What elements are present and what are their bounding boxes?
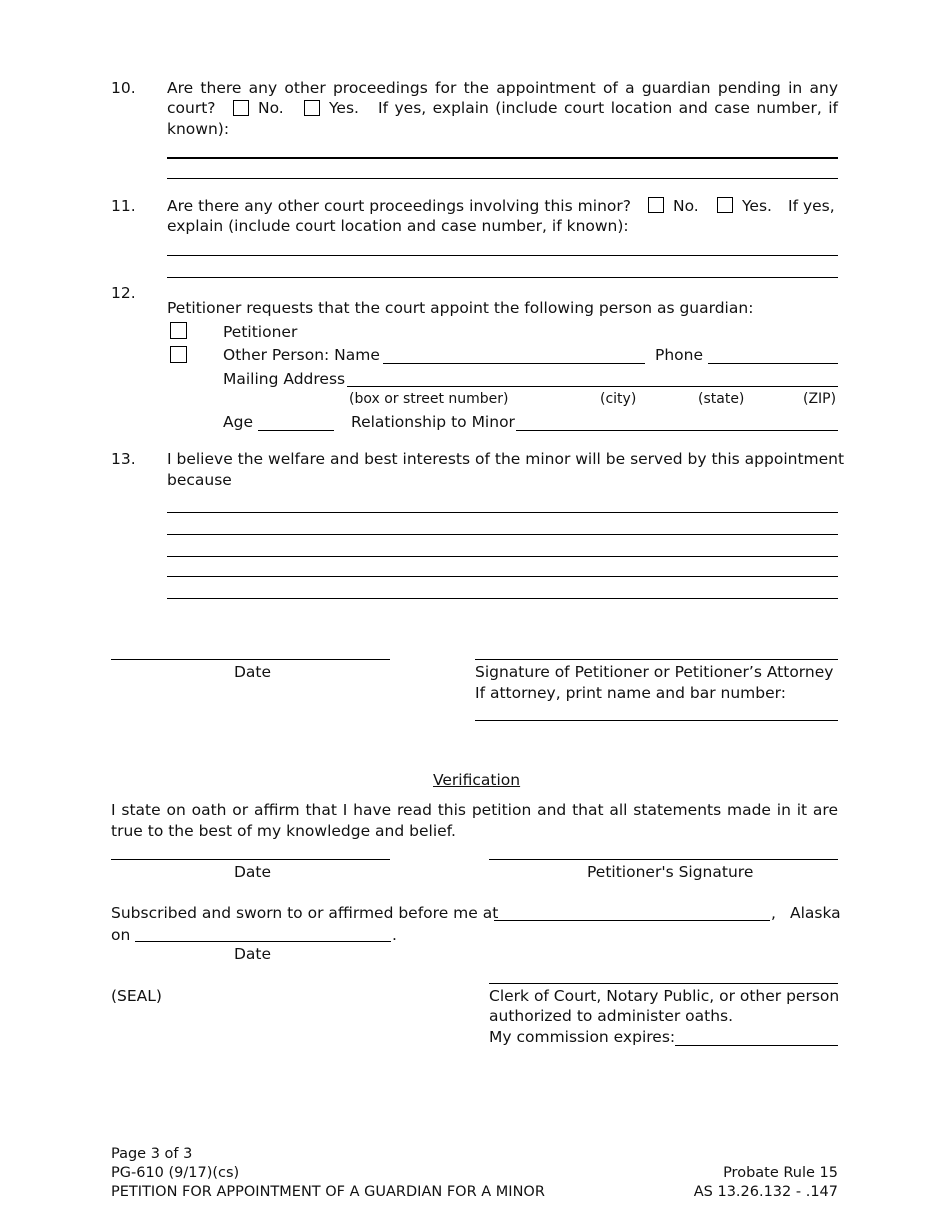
clerk-signature-field[interactable] xyxy=(489,983,838,984)
petitioner-signature-field[interactable] xyxy=(475,659,838,660)
subscribed-location-field[interactable] xyxy=(494,920,770,921)
comma: , xyxy=(771,904,776,922)
item-11-yes-checkbox[interactable] xyxy=(717,197,733,213)
verification-text-line2: true to the best of my knowledge and belief. xyxy=(111,822,456,840)
item-11-question: Are there any other court proceedings involving this minor? xyxy=(167,197,631,215)
phone-field[interactable] xyxy=(708,363,838,364)
item-10-answer-line-1[interactable] xyxy=(167,157,838,159)
commission-expires-label: My commission expires: xyxy=(489,1028,676,1046)
verification-date-field[interactable] xyxy=(111,859,390,860)
other-person-name-label: Other Person: Name xyxy=(223,346,380,364)
item-10-answer-line-2[interactable] xyxy=(167,178,838,179)
item-13-number: 13. xyxy=(111,450,136,468)
attorney-instruction: If attorney, print name and bar number: xyxy=(475,684,786,702)
clerk-label-line2: authorized to administer oaths. xyxy=(489,1007,734,1025)
box-street-caption: (box or street number) xyxy=(349,391,509,407)
sig1-date-field[interactable] xyxy=(111,659,390,660)
item-11-ifyes-text: If yes, xyxy=(788,197,835,215)
on-text: on xyxy=(111,926,131,944)
item-12-intro: Petitioner requests that the court appoint the following person as guardian: xyxy=(167,299,754,317)
item-11-no-checkbox[interactable] xyxy=(648,197,664,213)
subscribed-date-field[interactable] xyxy=(135,941,391,942)
verification-signature-field[interactable] xyxy=(489,859,838,860)
item-13-answer-line[interactable] xyxy=(167,534,838,535)
item-10-yes-label: Yes. xyxy=(329,99,359,117)
item-11-number: 11. xyxy=(111,197,136,215)
item-13-answer-line[interactable] xyxy=(167,598,838,599)
subscribed-text: Subscribed and sworn to or affirmed before me at xyxy=(111,904,499,922)
footer-form-title: PETITION FOR APPOINTMENT OF A GUARDIAN FOR A MINOR xyxy=(111,1184,545,1200)
item-10-court-label: court? xyxy=(167,99,216,117)
item-13-answer-line[interactable] xyxy=(167,512,838,513)
item-11-answer-line-2[interactable] xyxy=(167,277,838,278)
petitioner-signature-label: Signature of Petitioner or Petitioner’s Attorney xyxy=(475,663,834,681)
sig1-date-label: Date xyxy=(234,663,272,681)
attorney-name-bar-field[interactable] xyxy=(475,720,838,721)
item-10-yes-checkbox[interactable] xyxy=(304,100,320,116)
petitioner-label: Petitioner xyxy=(223,323,298,341)
item-10-no-checkbox[interactable] xyxy=(233,100,249,116)
subscribed-date-label: Date xyxy=(234,945,272,963)
item-11-explain-text: explain (include court location and case number, if known): xyxy=(167,217,629,235)
state-caption: (state) xyxy=(698,391,745,407)
item-10-number: 10. xyxy=(111,79,136,97)
period: . xyxy=(392,926,397,944)
footer-probate-rule: Probate Rule 15 xyxy=(723,1165,838,1181)
item-11-answer-line-1[interactable] xyxy=(167,255,838,256)
age-label: Age xyxy=(223,413,253,431)
mailing-address-field[interactable] xyxy=(347,386,838,387)
petitioner-checkbox[interactable] xyxy=(170,322,187,339)
alaska-text: Alaska xyxy=(790,904,841,922)
item-10-no-label: No. xyxy=(258,99,284,117)
seal-label: (SEAL) xyxy=(111,987,162,1005)
item-11-no-label: No. xyxy=(673,197,699,215)
item-10-explain-text: If yes, explain (include court location and case number, if xyxy=(378,99,838,117)
item-13-line1: I believe the welfare and best interests of the minor will be served by this appointment xyxy=(167,450,845,468)
footer-statute: AS 13.26.132 - .147 xyxy=(693,1184,838,1200)
commission-expires-field[interactable] xyxy=(675,1045,838,1046)
item-12-number: 12. xyxy=(111,284,136,302)
item-10-known-text: known): xyxy=(167,120,230,138)
item-13-answer-line[interactable] xyxy=(167,576,838,577)
phone-label: Phone xyxy=(655,346,704,364)
verification-title: Verification xyxy=(433,771,521,789)
relationship-field[interactable] xyxy=(516,430,838,431)
clerk-label-line1: Clerk of Court, Notary Public, or other person xyxy=(489,987,840,1005)
relationship-label: Relationship to Minor xyxy=(351,413,515,431)
city-caption: (city) xyxy=(600,391,637,407)
age-field[interactable] xyxy=(258,430,334,431)
item-10-question-line1: Are there any other proceedings for the appointment of a guardian pending in any xyxy=(167,79,838,97)
item-13-answer-line[interactable] xyxy=(167,556,838,557)
verification-text-line1: I state on oath or affirm that I have read this petition and that all statements made in it are xyxy=(111,801,838,819)
item-11-yes-label: Yes. xyxy=(742,197,772,215)
other-person-checkbox[interactable] xyxy=(170,346,187,363)
item-13-line2: because xyxy=(167,471,232,489)
footer-form-number: PG-610 (9/17)(cs) xyxy=(111,1165,240,1181)
verification-signature-label: Petitioner's Signature xyxy=(587,863,754,881)
verification-date-label: Date xyxy=(234,863,272,881)
zip-caption: (ZIP) xyxy=(803,391,837,407)
footer-page-number: Page 3 of 3 xyxy=(111,1146,193,1162)
mailing-address-label: Mailing Address xyxy=(223,370,346,388)
other-person-name-field[interactable] xyxy=(383,363,645,364)
